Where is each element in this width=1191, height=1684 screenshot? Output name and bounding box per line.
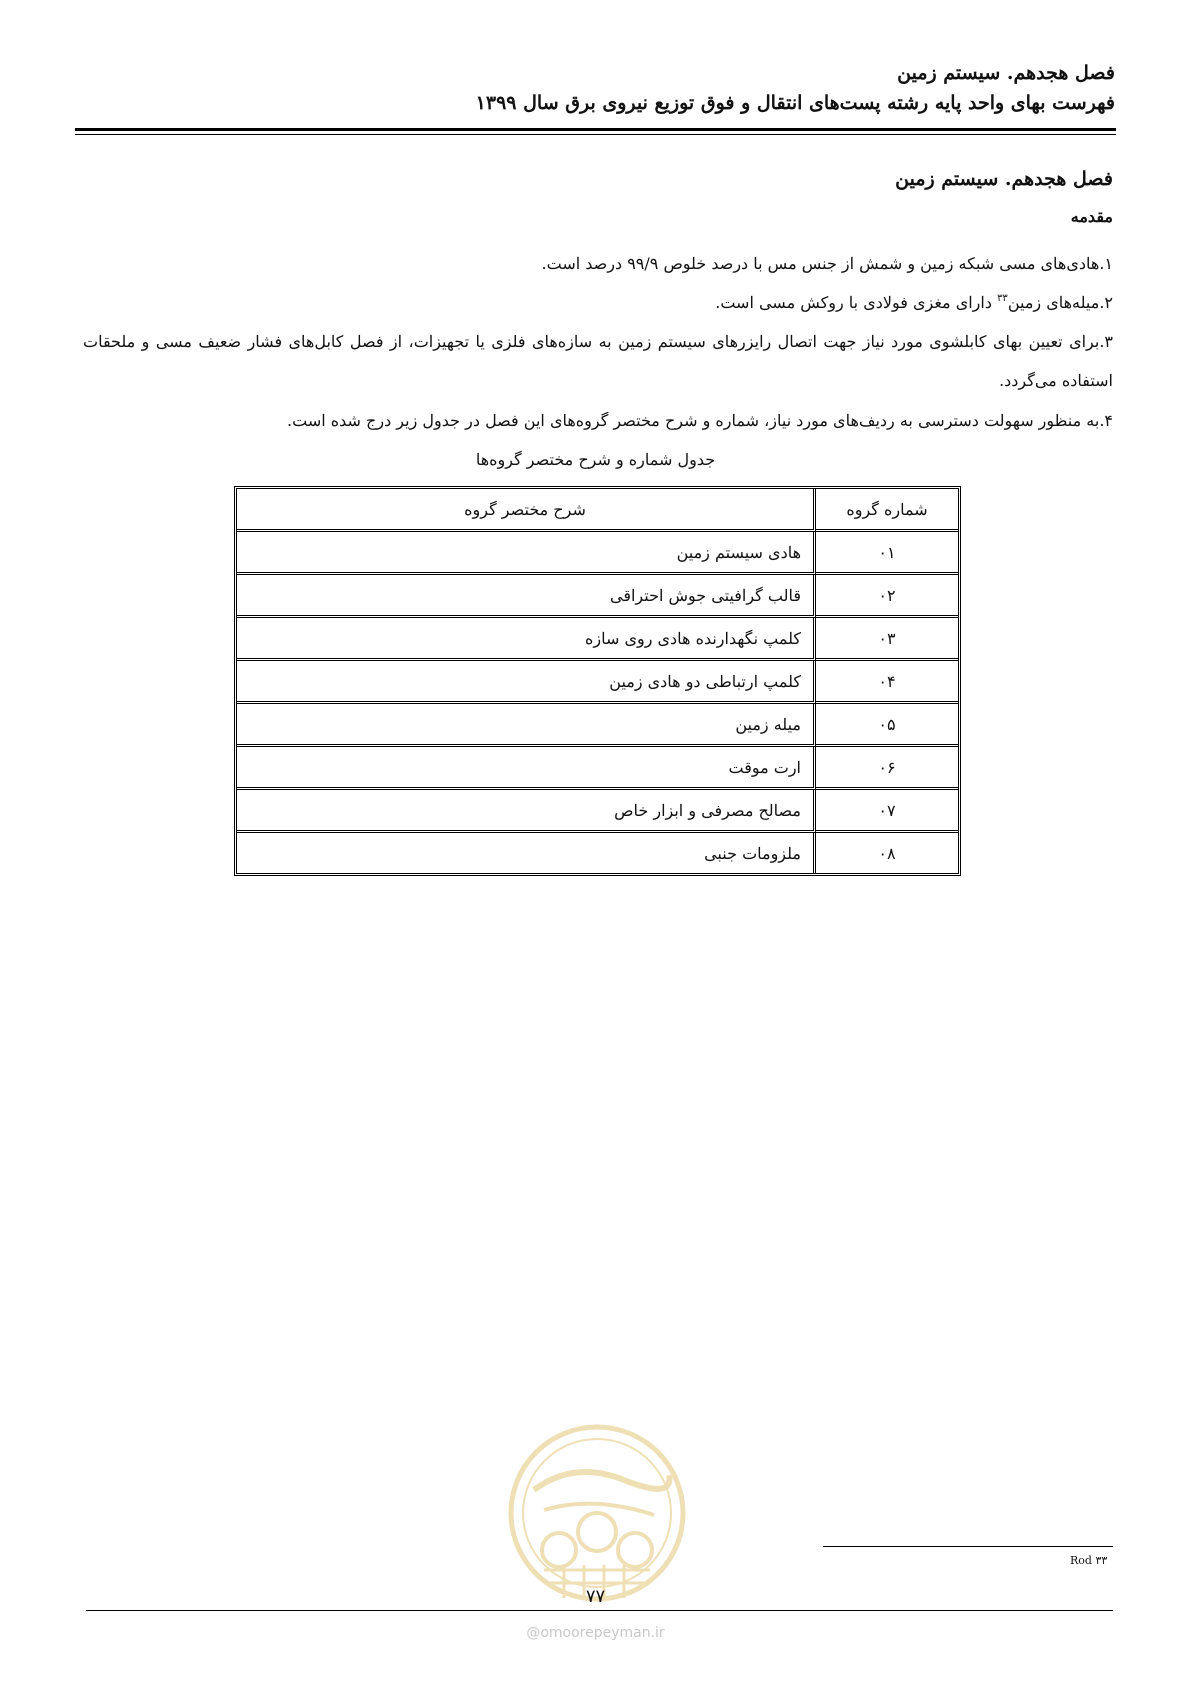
paragraph-4: ۴.به منظور سهولت دسترسی به ردیف‌های مورد نیاز، شماره و شرح مختصر گروه‌های این فصل در جدول زیر درج شده است. xyxy=(287,411,1113,430)
table-row xyxy=(237,747,958,790)
introduction-heading: مقدمه xyxy=(1070,207,1113,226)
watermark-url: @omoorepeyman.ir xyxy=(526,1625,665,1641)
header-group-description: شرح مختصر گروه xyxy=(237,489,816,532)
running-header-chapter: فصل هجدهم. سیستم زمین xyxy=(897,62,1115,84)
paragraph-1: ۱.هادی‌های مسی شبکه زمین و شمش از جنس مس با درصد خلوص ۹۹/۹ درصد است. xyxy=(541,254,1113,273)
group-description: هادی سیستم زمین xyxy=(237,532,816,575)
page-number: ۷۷ xyxy=(585,1586,606,1607)
groups-table xyxy=(234,486,961,876)
section-title: فصل هجدهم. سیستم زمین xyxy=(895,168,1113,190)
footnote-divider xyxy=(823,1546,1113,1547)
group-description: کلمپ نگهدارنده هادی روی سازه xyxy=(237,618,816,661)
footnote: Rod ۳۳ xyxy=(1070,1554,1108,1567)
header-divider-thin xyxy=(75,134,1116,135)
table-row xyxy=(237,833,958,873)
group-number: ۰۸ xyxy=(878,843,896,863)
header-group-number: شماره گروه xyxy=(816,489,958,532)
paragraph-2-text: ۲.میله‌های زمین xyxy=(1007,293,1113,312)
table-row xyxy=(237,661,958,704)
table-header-row xyxy=(237,489,958,532)
table-row xyxy=(237,704,958,747)
header-divider xyxy=(75,128,1116,131)
group-number: ۰۵ xyxy=(816,704,958,747)
running-header-book-title: فهرست بهای واحد پایه رشته پست‌های انتقال و فوق توزیع نیروی برق سال ۱۳۹۹ xyxy=(475,92,1115,114)
footer-divider xyxy=(86,1610,1113,1611)
group-description: ارت موقت xyxy=(237,747,816,790)
group-description: قالب گرافیتی جوش احتراقی xyxy=(237,575,816,618)
table-row xyxy=(237,575,958,618)
group-number: ۰۷ xyxy=(816,790,958,833)
table-caption: جدول شماره و شرح مختصر گروه‌ها xyxy=(475,450,716,469)
paragraph-2 xyxy=(83,283,1113,322)
group-description: ملزومات جنبی xyxy=(237,833,816,873)
group-number: ۰۱ xyxy=(816,532,958,575)
watermark-logo-icon xyxy=(504,1420,690,1610)
group-number: ۰۴ xyxy=(816,661,958,704)
running-header xyxy=(75,58,1115,118)
group-description: میله زمین xyxy=(237,704,816,747)
table-row xyxy=(237,790,958,833)
group-description: کلمپ ارتباطی دو هادی زمین xyxy=(237,661,816,704)
paragraph-2-text-cont: دارای مغزی فولادی با روکش مسی است. xyxy=(715,293,998,312)
footnote-reference[interactable]: ۳۳ xyxy=(997,293,1008,304)
table-row xyxy=(237,618,958,661)
paragraph-3: ۳.برای تعیین بهای کابلشوی مورد نیاز جهت اتصال رایزرهای سیستم زمین به سازه‌های فلزی یا تجهیزات، از فصل کابل‌های فشار ضعیف مسی و ملحقات استفاده می‌گردد. xyxy=(83,332,1114,390)
group-number: ۰۳ xyxy=(816,618,958,661)
group-number: ۰۲ xyxy=(816,575,958,618)
group-description: مصالح مصرفی و ابزار خاص xyxy=(237,790,816,833)
group-number: ۰۶ xyxy=(816,747,958,790)
table-row xyxy=(237,532,958,575)
